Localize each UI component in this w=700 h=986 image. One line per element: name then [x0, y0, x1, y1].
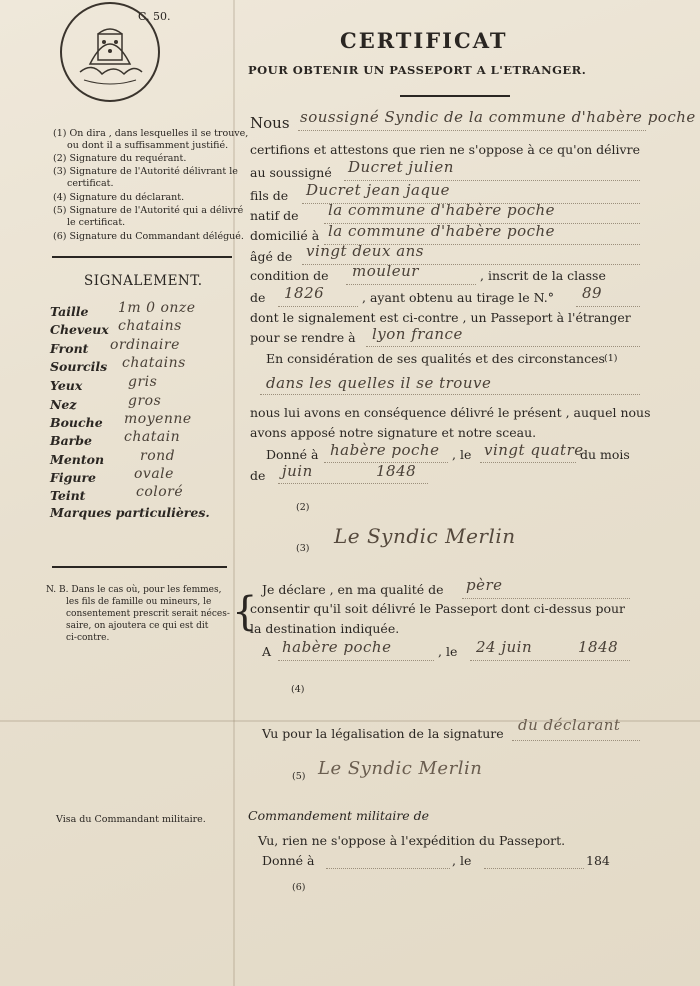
- footnote: (2) Signature du requérant.: [53, 153, 187, 164]
- signalement-label: Menton: [50, 452, 105, 467]
- issue-month: juin: [282, 462, 313, 480]
- declaration-place: habère poche: [282, 638, 392, 656]
- footnote-ref: (1): [604, 353, 618, 364]
- destination-text: la destination indiquée.: [250, 621, 400, 636]
- commandement-label: Commandement militaire de: [248, 808, 430, 823]
- condition-value: mouleur: [352, 262, 419, 280]
- signalement-value: chatains: [122, 355, 186, 371]
- fill-line: [480, 462, 576, 463]
- consentir-text: consentir qu'il soit délivré le Passeport dont ci-dessus pour: [250, 601, 626, 616]
- signalement-value: ovale: [134, 466, 174, 482]
- stamp-value: C. 50.: [138, 10, 171, 23]
- fill-line: [576, 306, 640, 307]
- issue-year: 1848: [376, 462, 417, 480]
- destination-value: lyon france: [372, 325, 463, 343]
- fill-line: [298, 130, 646, 131]
- holder-name: Ducret julien: [348, 158, 454, 176]
- birthplace: la commune d'habère poche: [328, 201, 556, 219]
- legalisation-text: Vu pour la légalisation de la signature: [262, 726, 504, 741]
- signalement-label: Yeux: [50, 378, 83, 393]
- signalement-label: Taille: [50, 304, 89, 319]
- footnote: (4) Signature du déclarant.: [53, 192, 185, 203]
- circumstances-value: dans les quelles il se trouve: [266, 374, 492, 392]
- age-value: vingt deux ans: [306, 242, 424, 260]
- footnote-ref: (4): [291, 684, 305, 695]
- fill-line: [278, 483, 428, 484]
- fils-label: fils de: [250, 188, 289, 203]
- soussigne-label: au soussigné: [250, 165, 332, 180]
- tirage-text: , ayant obtenu au tirage le N.°: [362, 290, 555, 305]
- natif-label: natif de: [250, 208, 299, 223]
- footnote-ref: (6): [292, 882, 306, 893]
- signalement-label: Nez: [50, 397, 77, 412]
- signalement-value: ordinaire: [110, 337, 180, 353]
- signalement-value: gros: [128, 393, 162, 409]
- issue-place: habère poche: [330, 441, 440, 459]
- nb-brace-icon: {: [232, 589, 258, 635]
- fill-line: [366, 346, 640, 347]
- footnote-ref: (2): [296, 502, 310, 513]
- nb-note-line: consentement prescrit serait néces-: [66, 609, 230, 619]
- page-subtitle: POUR OBTENIR UN PASSEPORT A L'ETRANGER.: [248, 63, 587, 77]
- military-vu-text: Vu, rien ne s'oppose à l'expédition du Passeport.: [258, 833, 566, 848]
- legalisation-value: du déclarant: [518, 716, 621, 734]
- footnote-ref: (3): [296, 543, 310, 554]
- fill-line: [470, 660, 630, 661]
- footnote: certificat.: [67, 178, 114, 189]
- fill-line: [346, 284, 476, 285]
- inscrit-text: , inscrit de la classe: [480, 268, 606, 283]
- nous-label: Nous: [250, 114, 290, 132]
- le-label: , le: [452, 447, 472, 462]
- signalement-value: coloré: [136, 484, 184, 500]
- signalement-text: dont le signalement est ci-contre , un Passeport à l'étranger: [250, 310, 631, 325]
- marques-label: Marques particulières.: [50, 505, 210, 520]
- signalement-label: Teint: [50, 488, 86, 503]
- signalement-label: Figure: [50, 470, 96, 485]
- classe-value: 1826: [284, 284, 325, 302]
- visa-label: Visa du Commandant militaire.: [56, 814, 206, 825]
- nb-divider: [52, 566, 227, 568]
- donne-label: Donné à: [266, 447, 319, 462]
- fill-line: [260, 394, 640, 395]
- paper-fold-vertical: [233, 0, 235, 986]
- footnote: le certificat.: [67, 217, 126, 228]
- footnote: (5) Signature de l'Autorité qui a délivré: [53, 205, 244, 216]
- military-le-label: , le: [452, 853, 472, 868]
- signalement-value: moyenne: [124, 411, 192, 427]
- nb-note-line: ci-contre.: [66, 633, 110, 643]
- domicile-label: domicilié à: [250, 228, 320, 243]
- page-title: CERTIFICAT: [340, 28, 508, 53]
- fill-line: [326, 868, 450, 869]
- military-donne-label: Donné à: [262, 853, 315, 868]
- delivre-text: nous lui avons en conséquence délivré le présent , auquel nous: [250, 405, 651, 420]
- legalisation-signature: Le Syndic Merlin: [318, 758, 483, 779]
- fill-line: [462, 598, 630, 599]
- appose-text: avons apposé notre signature et notre sceau.: [250, 425, 537, 440]
- fill-line: [512, 740, 640, 741]
- issue-day: vingt quatre: [484, 441, 584, 459]
- title-divider: [400, 95, 510, 97]
- footnote: (1) On dira , dans lesquelles il se trouve,: [53, 128, 249, 139]
- signalement-value: rond: [140, 448, 176, 464]
- signalement-label: Cheveux: [50, 322, 109, 337]
- father-name: Ducret jean jaque: [306, 181, 451, 199]
- footnote-ref: (5): [292, 771, 306, 782]
- condition-label: condition de: [250, 268, 329, 283]
- signalement-value: chatain: [124, 429, 181, 445]
- fill-line: [278, 660, 434, 661]
- destination-label: pour se rendre à: [250, 330, 356, 345]
- fill-line: [278, 306, 358, 307]
- certify-text: certifions et attestons que rien ne s'oppose à ce qu'on délivre: [250, 142, 640, 157]
- nb-note-line: N. B. Dans le cas où, pour les femmes,: [46, 585, 222, 595]
- footnote: ou dont il a suffisamment justifié.: [67, 140, 229, 151]
- syndic-signature: Le Syndic Merlin: [334, 524, 516, 548]
- signalement-value: chatains: [118, 318, 182, 334]
- nb-note-line: saire, on ajoutera ce qui est dit: [66, 621, 209, 631]
- domicile: la commune d'habère poche: [328, 222, 556, 240]
- du-mois-label: du mois: [580, 447, 630, 462]
- signalement-value: 1m 0 onze: [118, 300, 196, 316]
- a-label: A: [262, 644, 272, 659]
- consideration-text: En considération de ses qualités et des circonstances: [266, 351, 605, 366]
- month-label: de: [250, 468, 266, 483]
- signalement-label: Barbe: [50, 433, 92, 448]
- nous-value: soussigné Syndic de la commune d'habère poche: [300, 108, 696, 126]
- signalement-label: Sourcils: [50, 359, 108, 374]
- declaration-date: 24 juin: [476, 638, 533, 656]
- le-label: , le: [438, 644, 458, 659]
- declaration-year: 1848: [578, 638, 619, 656]
- footnote: (3) Signature de l'Autorité délivrant le: [53, 166, 238, 177]
- classe-label: de: [250, 290, 266, 305]
- signalement-label: Front: [50, 341, 89, 356]
- declare-text: Je déclare , en ma qualité de: [262, 582, 444, 597]
- footnote: (6) Signature du Commandant délégué.: [53, 231, 244, 242]
- military-year: 184: [586, 853, 610, 868]
- declarant-quality: père: [466, 576, 503, 594]
- tirage-number: 89: [582, 284, 603, 302]
- signalement-value: gris: [128, 374, 158, 390]
- nb-note-line: les fils de famille ou mineurs, le: [66, 597, 212, 607]
- age-label: âgé de: [250, 249, 293, 264]
- signalement-label: Bouche: [50, 415, 103, 430]
- signalement-heading: SIGNALEMENT.: [84, 273, 203, 289]
- notes-divider: [52, 256, 232, 258]
- fill-line: [484, 868, 584, 869]
